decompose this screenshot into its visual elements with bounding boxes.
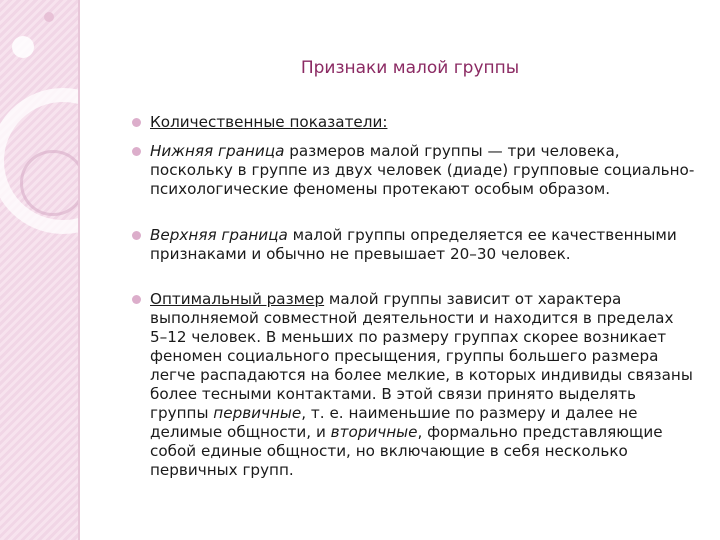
bullet-icon: [132, 231, 141, 240]
item-emphasis: первичные: [213, 404, 302, 422]
decorative-dot: [12, 36, 34, 58]
slide-title: Признаки малой группы: [300, 58, 520, 78]
decorative-sidebar: [0, 0, 78, 540]
sidebar-divider: [78, 0, 80, 540]
item-emphasis: вторичные: [330, 423, 418, 441]
decorative-ring-small: [20, 150, 78, 216]
list-item: [150, 226, 695, 264]
item-text: малой группы определяется ее качественными признаками и обычно не превышает 20–30 человек.: [150, 226, 677, 263]
item-text: , т. е. наименьшие по размеру и далее не делимые общности, и: [150, 404, 638, 441]
list-item: [150, 290, 695, 480]
bullet-icon: [132, 118, 141, 127]
list-item: [150, 113, 695, 132]
bullet-icon: [132, 295, 141, 304]
list-item: [150, 142, 695, 199]
item-lead: Оптимальный размер: [150, 290, 325, 308]
decorative-dot-small: [44, 12, 54, 22]
item-text: малой группы зависит от характера выполняемой совместной деятельности и находится в пределах 5–12 человек. В меньших по размеру группах скорее возникает феномен социального пресыщения, группы большего размера легче распадаются на более мелкие, в которых индивиды связаны более тесными контактами. В этой связи принято выделять группы: [150, 290, 693, 422]
item-text: размеров малой группы — три человека, поскольку в группе из двух человек (диаде) групповые социально-психологические феномены протекают особым образом.: [150, 142, 695, 198]
item-lead: Верхняя граница: [150, 226, 288, 244]
item-text: , формально представляющие собой единые общности, но включающие в себя несколько первичных групп.: [150, 423, 663, 479]
bullet-icon: [132, 147, 141, 156]
item-lead: Нижняя граница: [150, 142, 285, 160]
item-lead: Количественные показатели:: [150, 113, 388, 131]
